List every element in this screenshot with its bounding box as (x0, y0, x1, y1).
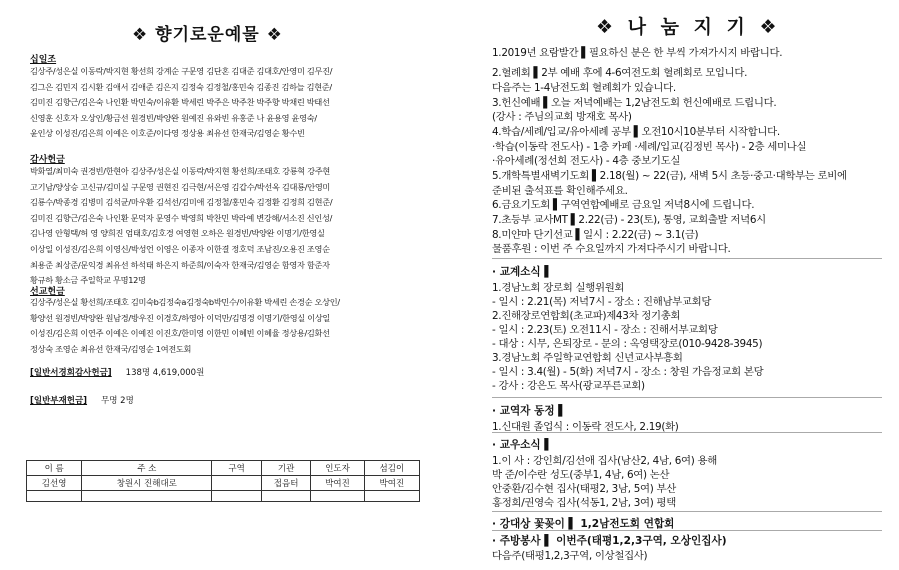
table-header-row (27, 461, 420, 476)
news-line: - 대상 : 시무, 은퇴장로 - 문의 : 옥영택장로(010-9428-3945) (492, 338, 763, 350)
news-line: 박 준/이수란 성도(중부1, 4남, 6여) 논산 (492, 469, 670, 481)
col-district: 구역 (212, 461, 261, 476)
name-line: 김미진 김향근/김은숙 나인환 문덕자 문영수 박영희 박찬민 박라예 변강해/서소진 신인성/ (30, 212, 333, 223)
name-line: 황양선 원경빈/박양완 원남경/방우진 이경호/하영아 이덕만/김명경 이명기/한영실 이상일 (30, 312, 331, 323)
news-line: - 일시 : 2.23(토) 오전11시 - 장소 : 진해서부교회당 (492, 324, 718, 336)
flower-heading: · 강대상 꽃꽂이 ▌ 1,2남전도회 연합회 (492, 518, 675, 530)
offering-title: ❖ 향기로운예물 ❖ (132, 25, 283, 45)
notice-line: 물품후원 : 이번 주 수요일까지 가져다주시기 바랍니다. (492, 243, 731, 255)
notice-line: 3.헌신예배 ▌오늘 저녁예배는 1,2남전도회 헌신예배로 드립니다. (492, 97, 777, 109)
divider (492, 432, 882, 433)
news-line: 1.이 사 : 강인희/김선애 집사(남산2, 4남, 6여) 용해 (492, 455, 717, 467)
name-line: 최용준 최상준/문익경 최유선 하석태 하은지 하준희/이숙자 한재국/김영순 함영자 함준자 (30, 259, 330, 270)
name-line: 이성진/김은희 이연주 이예은 이예진 이진호/한미영 이한민 이혜빈 이혜율 정상용/김화선 (30, 328, 330, 339)
name-line: 김상주/성은실 이동락/박지현 황선희 강계순 구문영 김단혼 김대준 김대호/안영미 김무진/ (30, 66, 333, 76)
cell: 접음터 (261, 476, 310, 491)
summary-value: 138명 4,619,000원 (125, 368, 205, 378)
name-line: 정상숙 조영순 최유선 한재국/김영순 1여전도회 (30, 343, 192, 354)
absence-offering-summary (30, 394, 134, 406)
col-guide: 인도자 (311, 461, 364, 476)
mission-heading: 선교헌금 (30, 287, 65, 297)
thanks-heading: 감사헌금 (30, 155, 65, 165)
summary-value: 무명 2명 (101, 396, 134, 406)
news-line: - 일시 : 2.21(목) 저녁7시 - 장소 : 진해남부교회당 (492, 296, 712, 308)
name-line: 고기남/양상승 고신규/김미실 구문영 권현진 김극현/서은영 김갑수/박선옥 김대룡/안영미 (30, 181, 331, 192)
col-name: 이 름 (27, 461, 82, 476)
pastor-news-heading: · 교역자 동정 ▌ (492, 405, 567, 417)
tithe-heading: 십일조 (30, 55, 57, 65)
notice-line: 준비된 출석표를 확인해주세요. (492, 185, 628, 197)
member-news-heading: · 교우소식 ▌ (492, 439, 553, 451)
divider (492, 397, 882, 398)
col-org: 기관 (261, 461, 310, 476)
table-row (27, 476, 420, 491)
cell: 박여진 (364, 476, 419, 491)
name-line: 신영훈 신호자 오상인/황금선 원경빈/박양완 원예진 유와빈 유홍준 나 윤용영 윤영숙/ (30, 112, 317, 123)
general-thanks-summary (30, 366, 204, 378)
mission-names (30, 295, 420, 357)
news-line: 2.진해장로연합회(초교파)제43차 정기총회 (492, 310, 681, 322)
name-line: 박화열/최미숙 권경빈/한현아 김상주/성은실 이동락/박지현 황선희/조태호 강룡혁 강주현 (30, 166, 331, 176)
col-address: 주 소 (82, 461, 212, 476)
notice-title: ❖ 나 눔 지 기 ❖ (596, 16, 781, 38)
news-line: 1.경남노회 장로회 실행위원회 (492, 282, 625, 294)
notice-column (492, 0, 892, 570)
offering-column (20, 0, 460, 570)
notice-line: 8.미얀마 단기선교 ▌일시 : 2.22(금) ~ 3.1(금) (492, 229, 699, 241)
newcomer-table (26, 460, 420, 502)
news-line: 다음주(태평1,2,3구역, 이상철집사) (492, 550, 648, 562)
name-line: 김미진 김향근/김은숙 나인환 박민숙/이유환 박세린 박주은 박주찬 박주향 박채린 박태선 (30, 97, 330, 108)
divider (492, 530, 882, 531)
cell: 김선영 (27, 476, 82, 491)
summary-label: [일반서경회감사헌금] (30, 368, 112, 378)
name-line: 김룡수/박종경 김병미 김석균/마우환 김석선/김미애 김정철/홍민숙 김정환 김정희 김현준/ (30, 197, 333, 208)
notice-line: 4.학습/세례/입교/유아세례 공부 ▌오전10시10분부터 시작합니다. (492, 126, 780, 138)
summary-label: [일반부재헌금] (30, 396, 88, 406)
name-line: 이상일 이성진/김은희 이영신/박성언 이영은 이종자 이한결 정호덕 조남진/오용진 조영순 (30, 243, 330, 254)
kitchen-heading: · 주방봉사 ▌ 이번주(태평1,2,3구역, 오상인집사) (492, 535, 727, 547)
notice-line: 7.초등부 교사MT ▌2.22(금) - 23(토), 통영, 교회출발 저녁6시 (492, 214, 766, 226)
name-line: 황규하 황소금 주일학교 무명12명 (30, 275, 146, 286)
cell (212, 476, 261, 491)
notice-line: 2.혈례회 ▌2부 예배 후에 4-6여전도회 혈례회로 모입니다. (492, 67, 748, 79)
news-line: 1.신대원 졸업식 : 이동락 전도사, 2.19(화) (492, 421, 679, 433)
notice-line: ·유아세례(정선희 전도사) - 4층 중보기도실 (492, 155, 681, 167)
tithe-names (30, 64, 420, 142)
cell: 박여진 (311, 476, 364, 491)
notice-line: 6.금요기도회 ▌구역연합예배로 금요일 저녁8시에 드립니다. (492, 199, 755, 211)
name-line: 김상주/성은실 황선희/조태호 김미숙b김정숙a김정숙b박민수/이유환 박세린 손경순 오상인/ (30, 297, 340, 307)
thanks-names (30, 164, 420, 289)
notice-line: ·학습(이동락 전도사) - 1층 카페 ·세례/입교(김정빈 목사) - 2층 세미나실 (492, 141, 807, 153)
table-row-empty (27, 491, 420, 502)
news-line: 홍정희/권영숙 집사(석동1, 2남, 3여) 평택 (492, 497, 676, 509)
cell: 창원시 진해대로 (82, 476, 212, 491)
news-line: - 일시 : 3.4(월) - 5(화) 저녁7시 - 장소 : 창원 가음정교회 본당 (492, 366, 764, 378)
divider (492, 511, 882, 512)
church-news-heading: · 교계소식 ▌ (492, 266, 553, 278)
name-line: 윤인상 이성진/김은희 이예은 이호준/이다영 정상용 최유선 한재국/김영순 황수빈 (30, 128, 305, 139)
divider (492, 258, 882, 259)
name-line: 김그은 김민지 김시환 김애서 김애준 김은지 김정숙 김정철/홍민숙 김종진 김하늘 김현준/ (30, 81, 332, 92)
col-servant: 섬김이 (364, 461, 419, 476)
news-line: - 강사 : 강은도 목사(광교푸른교회) (492, 380, 645, 392)
notice-line: 다음주는 1-4남전도회 혈례회가 있습니다. (492, 82, 676, 94)
news-line: 3.경남노회 주일학교연합회 신년교사부흥회 (492, 352, 683, 364)
name-line: 김나영 안형택/허 영 양희진 엄태호/김호경 여영현 오하은 원경빈/박양완 이명기/한영실 (30, 228, 325, 239)
notice-line: 5.개학특별새벽기도회 ▌2.18(월) ~ 22(금), 새벽 5시 초등·중고·대학부는 로비에 (492, 170, 847, 182)
news-line: 안중환/김수현 집사(태평2, 3남, 5여) 부산 (492, 483, 676, 495)
notice-line: (강사 : 주님의교회 방재호 목사) (492, 111, 632, 123)
notice-line: 1.2019년 요람발간 ▌필요하신 분은 한 부씩 가져가시지 바랍니다. (492, 47, 783, 59)
